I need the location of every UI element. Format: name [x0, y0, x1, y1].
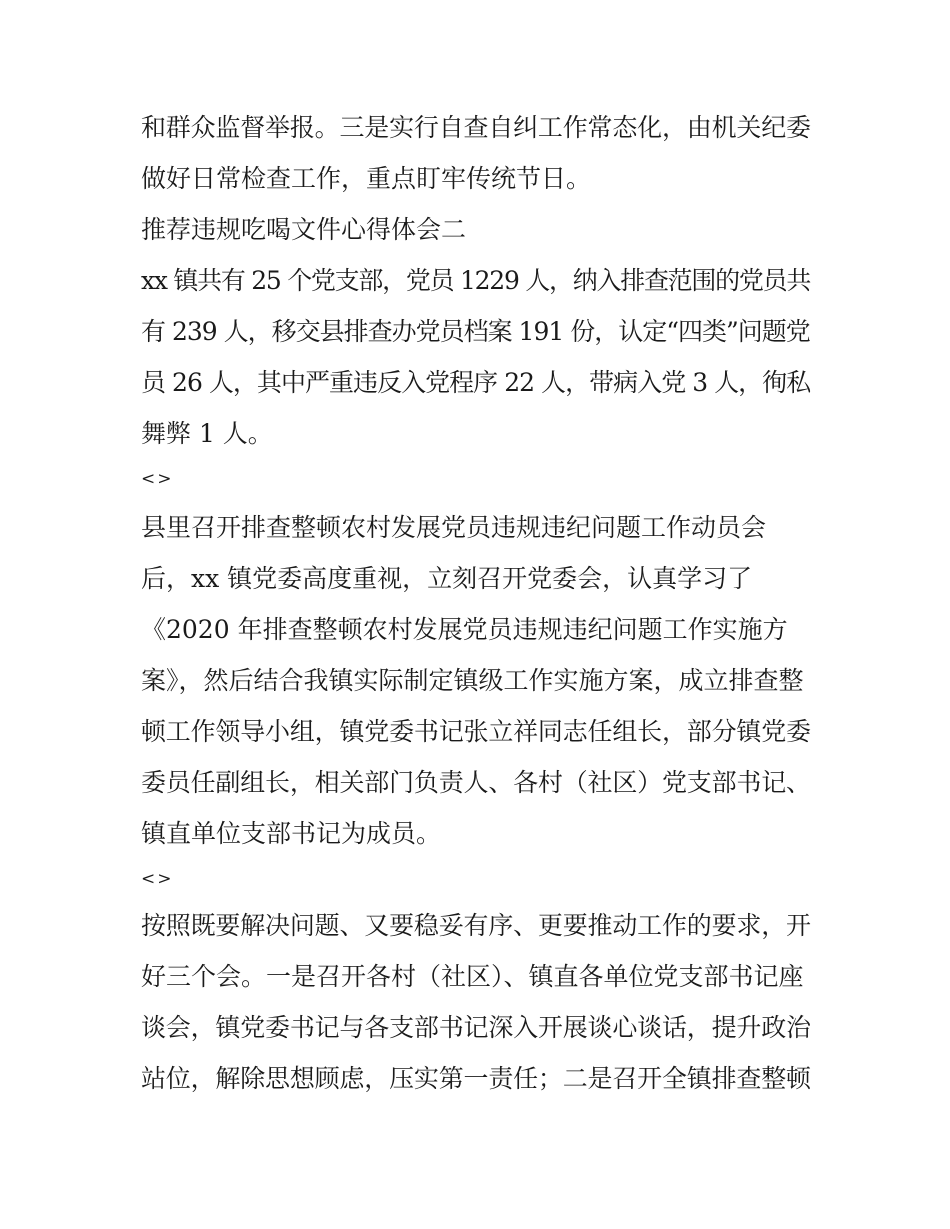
paragraph-line: 好三个会。一是召开各村（社区）、镇直各单位党支部书记座 — [141, 962, 804, 991]
paragraph-line: 有 239 人，移交县排查办党员档案 191 份，认定“四类”问题党 — [141, 317, 810, 346]
paragraph-line: 案》，然后结合我镇实际制定镇级工作实施方案，成立排查整 — [141, 666, 804, 695]
paragraph-line: 顿工作领导小组，镇党委书记张立祥同志任组长，部分镇党委 — [141, 717, 811, 746]
paragraph-line: 县里召开排查整顿农村发展党员违规违纪问题工作动员会 — [141, 513, 767, 542]
paragraph-line: 委员任副组长，相关部门负责人、各村（社区）党支部书记、 — [141, 768, 811, 797]
paragraph-line: 和群众监督举报。三是实行自查自纠工作常态化，由机关纪委 — [141, 113, 811, 142]
separator-marker: <> — [141, 469, 174, 489]
paragraph-line: 员 26 人，其中严重违反入党程序 22 人，带病入党 3 人，徇私 — [141, 368, 811, 397]
paragraph-line: 《2020 年排查整顿农村发展党员违规违纪问题工作实施方 — [141, 615, 788, 644]
paragraph-line: xx 镇共有 25 个党支部，党员 1229 人，纳入排查范围的党员共 — [141, 266, 811, 295]
paragraph-line: 舞弊 1 人。 — [141, 419, 273, 448]
paragraph-line: 按照既要解决问题、又要稳妥有序、更要推动工作的要求，开 — [141, 911, 811, 940]
paragraph-line: 站位，解除思想顾虑，压实第一责任；二是召开全镇排查整顿 — [141, 1064, 811, 1093]
paragraph-line: 镇直单位支部书记为成员。 — [141, 819, 442, 848]
paragraph-line: 后，xx 镇党委高度重视，立刻召开党委会，认真学习了 — [141, 564, 753, 593]
section-heading: 推荐违规吃喝文件心得体会二 — [141, 215, 467, 244]
separator-marker: <> — [141, 869, 174, 889]
paragraph-line: 做好日常检查工作，重点盯牢传统节日。 — [141, 164, 592, 193]
paragraph-line: 谈会，镇党委书记与各支部书记深入开展谈心谈话，提升政治 — [141, 1013, 811, 1042]
